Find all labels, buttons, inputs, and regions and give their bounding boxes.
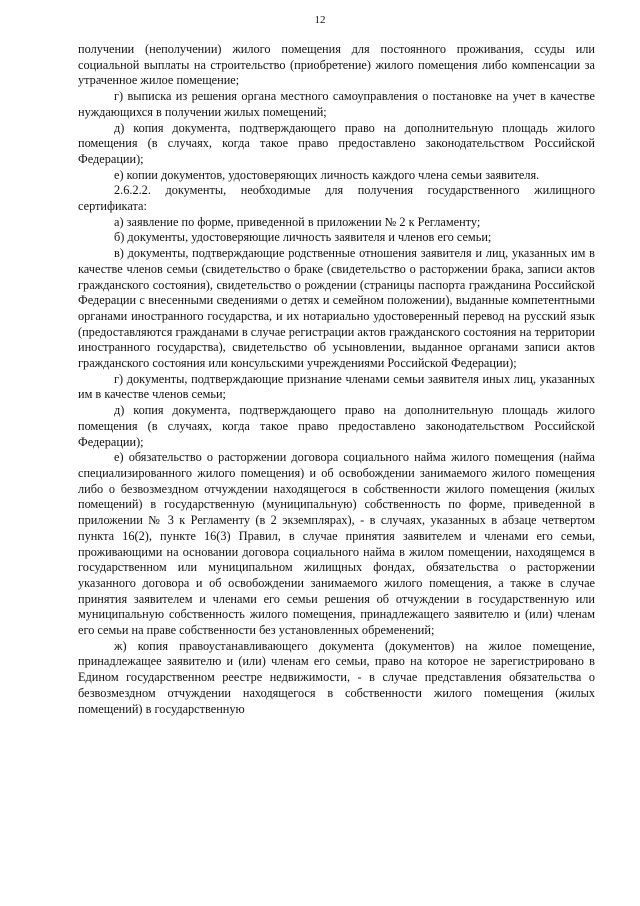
paragraph-item-g: г) выписка из решения органа местного самоуправления о постановке на учет в качестве нуждающихся в получении жилых помещений;	[78, 89, 595, 119]
paragraph-section-2-6-2-2: 2.6.2.2. документы, необходимые для получения государственного жилищного сертификата:	[78, 183, 595, 214]
paragraph-item-e-2: е) обязательство о расторжении договора социального найма жилого помещения (найма специализированного жилого помещения) и об освобождении занимаемого жилого помещения либо о безвозмездном отчуждении находящегося в собственности жилого помещения (жилых помещений) в государственную (муниципальную) собственность по форме, приведенной в приложении № 3 к Регламенту (в 2 экземплярах), - в случаях, указанных в абзаце четвертом пункта 16(2), пункте 16(3) Правил, в случае принятия заявителем и членами его семьи, проживающими на основании договора социального найма в жилом помещении, находящемся в государственном или муниципальном жилищных фондах, обязательства о расторжении указанного договора и об освобождении занимаемого жилого помещения, а также в случае принятия заявителем и членами его семьи решения об отчуждении в государственную или муниципальную собственность жилого помещения, принадлежащего заявителю и (или) членам его семьи на праве собственности без установленных обременений;	[78, 450, 595, 638]
document-body	[78, 42, 595, 717]
paragraph-item-zh: ж) копия правоустанавливающего документа (документов) на жилое помещение, принадлежащее заявителю и (или) членам его семьи, право на которое не зарегистрировано в Едином государственном реестре недвижимости, - в случае представления обязательства о безвозмездном отчуждении находящегося в собственности жилого помещения (жилых помещений) в государственную	[78, 638, 595, 716]
page-number: 12	[314, 14, 326, 26]
paragraph-item-b: б) документы, удостоверяющие личность заявителя и членов его семьи;	[114, 230, 492, 245]
paragraph-item-g-2: г) документы, подтверждающие признание членами семьи заявителя иных лиц, указанных им в качестве членов семьи;	[78, 371, 595, 402]
paragraph-item-e: е) копии документов, удостоверяющих личность каждого члена семьи заявителя.	[114, 167, 540, 182]
paragraph-item-a: а) заявление по форме, приведенной в приложении № 2 к Регламенту;	[114, 214, 481, 229]
paragraph-item-v: в) документы, подтверждающие родственные отношения заявителя и лиц, указанных им в качестве членов семьи (свидетельство о браке (свидетельство о расторжении брака, записи актов гражданского состояния), свидетельство о рождении (страницы паспорта гражданина Российской Федерации с внесенными сведениями о детях и семейном положении), выданные компетентными органами иностранного государства, и их нотариально удостоверенный перевод на русский язык (предоставляются гражданами в случае регистрации актов гражданского состояния на территории иностранного государства), свидетельство об усыновлении, выданное органами записи актов гражданского состояния или консульскими учреждениями Российской Федерации);	[78, 246, 595, 371]
paragraph-continuation: получении (неполучении) жилого помещения для постоянного проживания, ссуды или социальной выплаты на строительство (приобретение) жилого помещения либо компенсации за утраченное жилое помещение;	[78, 42, 595, 88]
paragraph-item-d-2: д) копия документа, подтверждающего право на дополнительную площадь жилого помещения (в случаях, когда такое право предоставлено законодательством Российской Федерации);	[78, 403, 595, 449]
paragraph-item-d: д) копия документа, подтверждающего право на дополнительную площадь жилого помещения (в случаях, когда такое право предоставлено законодательством Российской Федерации);	[78, 120, 595, 166]
